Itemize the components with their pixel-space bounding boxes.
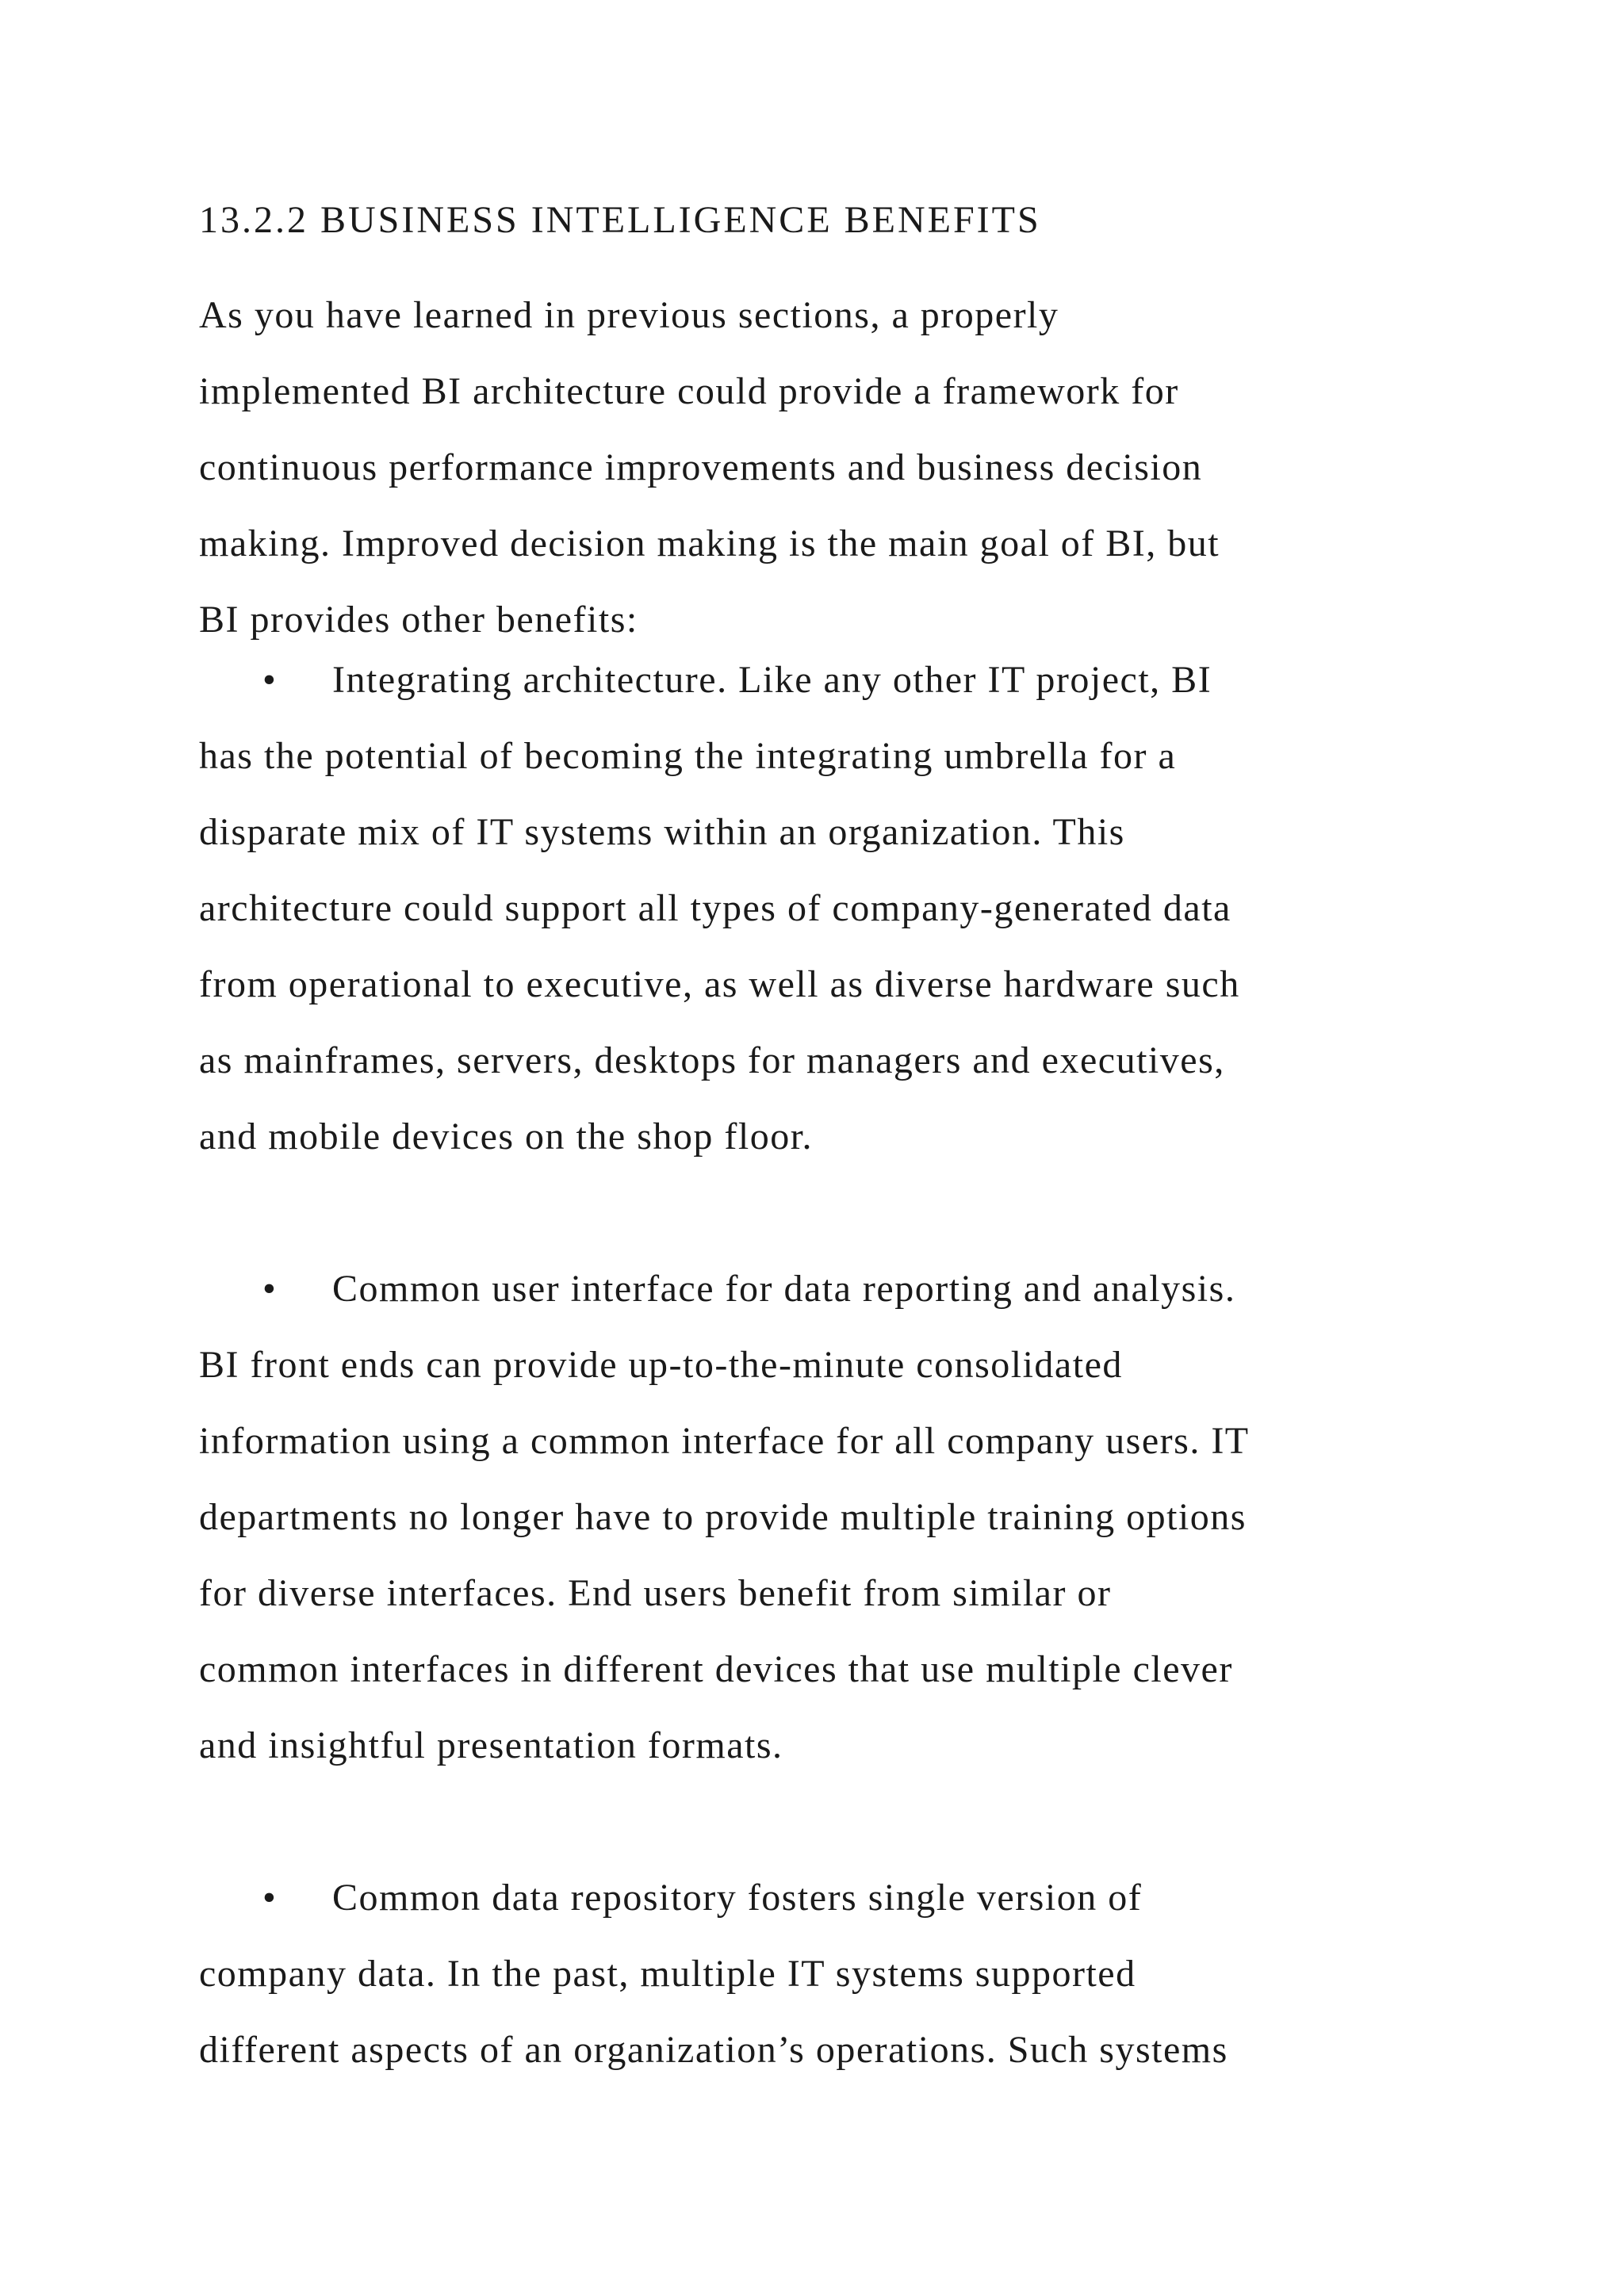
bullet-line: for diverse interfaces. End users benefit from similar or — [199, 1572, 1112, 1614]
bullet-line: and insightful presentation formats. — [199, 1724, 783, 1766]
bullet-marker: • — [262, 659, 276, 701]
intro-line: continuous performance improvements and business decision — [199, 446, 1203, 488]
bullet-paragraph-common-data-repository — [199, 1860, 1500, 2088]
bullet-line: has the potential of becoming the integrating umbrella for a — [199, 735, 1177, 777]
intro-line: As you have learned in previous sections, a properly — [199, 294, 1059, 336]
bullet-marker: • — [262, 1877, 276, 1919]
intro-line: implemented BI architecture could provide a framework for — [199, 370, 1179, 412]
bullet-line: common interfaces in different devices that use multiple clever — [199, 1648, 1233, 1690]
bullet-line: BI front ends can provide up-to-the-minute consolidated — [199, 1344, 1123, 1386]
bullet-line: disparate mix of IT systems within an organization. This — [199, 811, 1125, 853]
bullet-line: Integrating architecture. Like any other IT project, BI — [332, 659, 1212, 701]
bullet-paragraph-common-user-interface — [199, 1251, 1500, 1784]
bullet-line: from operational to executive, as well as diverse hardware such — [199, 963, 1240, 1005]
bullet-line: company data. In the past, multiple IT systems supported — [199, 1953, 1136, 1995]
bullet-line: architecture could support all types of company-generated data — [199, 887, 1231, 929]
bullet-line: Common data repository fosters single version of — [332, 1877, 1143, 1919]
section-heading: 13.2.2 BUSINESS INTELLIGENCE BENEFITS — [199, 199, 1041, 241]
bullet-line: different aspects of an organization’s operations. Such systems — [199, 2029, 1228, 2071]
bullet-line: information using a common interface for all company users. IT — [199, 1420, 1250, 1462]
bullet-line: and mobile devices on the shop floor. — [199, 1115, 814, 1158]
bullet-line: Common user interface for data reporting and analysis. — [332, 1268, 1236, 1310]
intro-line: making. Improved decision making is the main goal of BI, but — [199, 522, 1220, 564]
intro-paragraph — [199, 277, 1500, 658]
bullet-line: as mainframes, servers, desktops for managers and executives, — [199, 1039, 1225, 1081]
bullet-marker: • — [262, 1268, 276, 1310]
bullet-paragraph-integrating-architecture — [199, 642, 1500, 1175]
intro-line: BI provides other benefits: — [199, 599, 638, 641]
bullet-line: departments no longer have to provide multiple training options — [199, 1496, 1247, 1538]
